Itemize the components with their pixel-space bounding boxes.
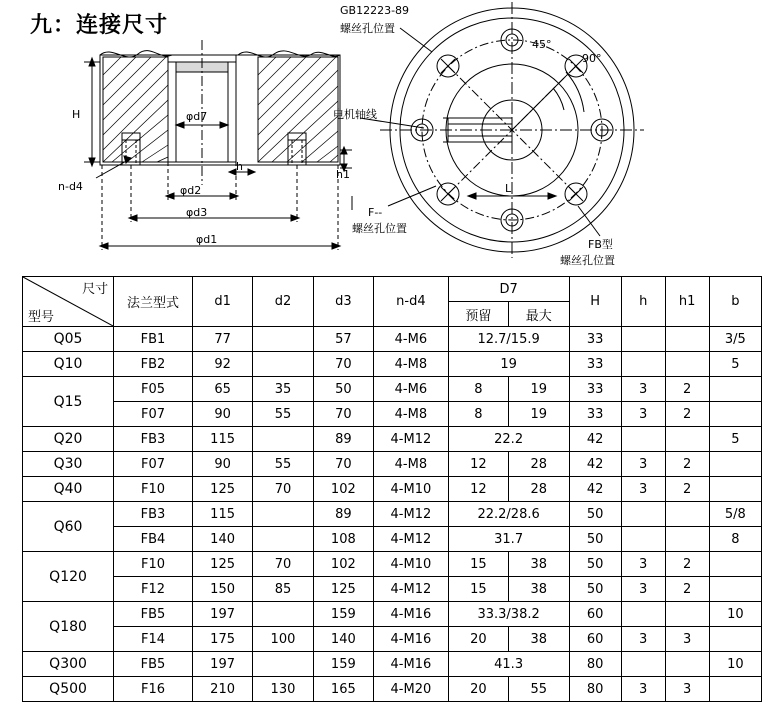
label-phi-d7: φd7 <box>186 110 208 123</box>
header-flange-type: 法兰型式 <box>114 277 193 327</box>
label-dim-L: L <box>505 182 512 195</box>
cell-d2 <box>253 602 313 627</box>
cell-h: 3 <box>621 552 665 577</box>
cell-h1: 2 <box>665 477 709 502</box>
cell-nd4: 4-M10 <box>374 552 449 577</box>
cell-nd4: 4-M12 <box>374 427 449 452</box>
cell-d3: 159 <box>313 652 373 677</box>
cell-d2: 55 <box>253 452 313 477</box>
cell-h <box>621 602 665 627</box>
cell-d2 <box>253 352 313 377</box>
cell-d7-reserve: 12 <box>448 452 508 477</box>
cell-d7-reserve: 20 <box>448 677 508 702</box>
label-motor-axis: 电机轴线 <box>333 108 377 121</box>
label-h1: h1 <box>336 168 350 181</box>
cell-d3: 165 <box>313 677 373 702</box>
cell-b: 5 <box>709 352 761 377</box>
technical-drawing <box>0 0 784 270</box>
label-phi-d3: φd3 <box>186 206 208 219</box>
table-row <box>23 427 762 452</box>
cell-d2: 35 <box>253 377 313 402</box>
cell-nd4: 4-M16 <box>374 602 449 627</box>
cell-model: Q60 <box>23 502 114 552</box>
table-row <box>23 352 762 377</box>
cell-d3: 70 <box>313 402 373 427</box>
cell-flange-type: F16 <box>114 677 193 702</box>
table-row <box>23 452 762 477</box>
cell-d7-max: 38 <box>509 627 569 652</box>
table-row <box>23 602 762 627</box>
cell-d7-reserve: 15 <box>448 552 508 577</box>
cell-model: Q30 <box>23 452 114 477</box>
cell-b <box>709 552 761 577</box>
cell-d3: 159 <box>313 602 373 627</box>
corner-label-size: 尺寸 <box>82 282 109 297</box>
cell-model: Q15 <box>23 377 114 427</box>
cell-b: 5/8 <box>709 502 761 527</box>
table-row <box>23 502 762 527</box>
cell-b <box>709 477 761 502</box>
cell-d7-merged: 31.7 <box>448 527 569 552</box>
table-row <box>23 552 762 577</box>
cell-nd4: 4-M12 <box>374 577 449 602</box>
header-d7-reserve: 预留 <box>448 302 508 327</box>
cell-d3: 57 <box>313 327 373 352</box>
cell-d2 <box>253 327 313 352</box>
cell-h1 <box>665 352 709 377</box>
table-row <box>23 327 762 352</box>
table-body <box>23 327 762 702</box>
cell-d7-reserve: 12 <box>448 477 508 502</box>
cell-H: 50 <box>569 552 621 577</box>
cell-H: 50 <box>569 577 621 602</box>
cell-d2: 55 <box>253 402 313 427</box>
cell-d3: 102 <box>313 477 373 502</box>
cell-nd4: 4-M6 <box>374 327 449 352</box>
cell-h1: 2 <box>665 452 709 477</box>
cell-d2: 70 <box>253 552 313 577</box>
cell-d2: 70 <box>253 477 313 502</box>
cell-nd4: 4-M6 <box>374 377 449 402</box>
cell-h <box>621 427 665 452</box>
cell-model: Q20 <box>23 427 114 452</box>
header-d2: d2 <box>253 277 313 327</box>
header-h: h <box>621 277 665 327</box>
label-gb-code: GB12223-89 <box>340 4 410 17</box>
cell-d3: 89 <box>313 427 373 452</box>
cell-d3: 50 <box>313 377 373 402</box>
hatch-right <box>258 57 338 162</box>
cell-d1: 197 <box>192 602 252 627</box>
label-angle-45: 45° <box>532 38 552 51</box>
table-row <box>23 477 762 502</box>
cell-h1 <box>665 652 709 677</box>
cell-h1: 2 <box>665 402 709 427</box>
cell-d7-merged: 33.3/38.2 <box>448 602 569 627</box>
cell-h1: 3 <box>665 627 709 652</box>
cell-d2: 85 <box>253 577 313 602</box>
cell-b: 10 <box>709 652 761 677</box>
cell-flange-type: F10 <box>114 477 193 502</box>
cell-d1: 90 <box>192 452 252 477</box>
cell-d7-merged: 22.2 <box>448 427 569 452</box>
label-screw-hole-pos-2: 螺丝孔位置 <box>352 222 407 235</box>
cell-h <box>621 327 665 352</box>
cell-flange-type: F10 <box>114 552 193 577</box>
cell-flange-type: F05 <box>114 377 193 402</box>
cell-d7-reserve: 15 <box>448 577 508 602</box>
cell-b: 3/5 <box>709 327 761 352</box>
cell-nd4: 4-M8 <box>374 352 449 377</box>
dim-H <box>84 58 100 166</box>
cell-H: 33 <box>569 352 621 377</box>
header-d7-max: 最大 <box>509 302 569 327</box>
cell-h1 <box>665 427 709 452</box>
label-angle-90: 90° <box>582 52 602 65</box>
table-header-row-1 <box>23 277 762 302</box>
cell-H: 60 <box>569 627 621 652</box>
cell-nd4: 4-M16 <box>374 652 449 677</box>
cell-d3: 140 <box>313 627 373 652</box>
cell-h: 3 <box>621 577 665 602</box>
cell-H: 33 <box>569 402 621 427</box>
cell-nd4: 4-M20 <box>374 677 449 702</box>
cell-d1: 90 <box>192 402 252 427</box>
label-screw-hole-pos-1: 螺丝孔位置 <box>340 22 395 35</box>
dim-phi-d3 <box>129 165 299 222</box>
cell-d7-merged: 12.7/15.9 <box>448 327 569 352</box>
cell-d7-max: 38 <box>509 577 569 602</box>
dimensions-table-wrap <box>22 276 762 702</box>
cell-d7-max: 19 <box>509 377 569 402</box>
cell-h <box>621 527 665 552</box>
cell-h1 <box>665 527 709 552</box>
cell-flange-type: FB3 <box>114 427 193 452</box>
label-phi-d1: φd1 <box>196 233 218 246</box>
cell-b: 5 <box>709 427 761 452</box>
cell-model: Q10 <box>23 352 114 377</box>
cell-nd4: 4-M16 <box>374 627 449 652</box>
table-row <box>23 402 762 427</box>
cell-b <box>709 402 761 427</box>
cell-H: 80 <box>569 652 621 677</box>
cell-d7-max: 38 <box>509 552 569 577</box>
dim-phi-d1 <box>100 165 340 250</box>
cell-d3: 102 <box>313 552 373 577</box>
angle-arcs <box>512 72 584 130</box>
cell-h: 3 <box>621 452 665 477</box>
cell-h1: 2 <box>665 377 709 402</box>
cell-d7-reserve: 20 <box>448 627 508 652</box>
cell-h1 <box>665 502 709 527</box>
cell-d7-max: 28 <box>509 452 569 477</box>
page-title: 九：连接尺寸 <box>30 13 169 38</box>
cell-h <box>621 652 665 677</box>
header-H: H <box>569 277 621 327</box>
header-d7: D7 <box>448 277 569 302</box>
header-h1: h1 <box>665 277 709 327</box>
cell-h: 3 <box>621 627 665 652</box>
cell-h1 <box>665 327 709 352</box>
table-row <box>23 377 762 402</box>
cell-h <box>621 502 665 527</box>
cell-h1: 2 <box>665 552 709 577</box>
table-head <box>23 277 762 327</box>
cell-flange-type: FB3 <box>114 502 193 527</box>
bolt-boss-right <box>288 133 306 165</box>
dimensions-table <box>22 276 762 702</box>
label-phi-d2: φd2 <box>180 184 202 197</box>
cell-H: 80 <box>569 677 621 702</box>
cell-h: 3 <box>621 377 665 402</box>
cell-b <box>709 627 761 652</box>
table-row <box>23 652 762 677</box>
cell-nd4: 4-M12 <box>374 502 449 527</box>
cell-flange-type: F14 <box>114 627 193 652</box>
cell-d7-reserve: 8 <box>448 377 508 402</box>
cell-H: 42 <box>569 452 621 477</box>
cell-d1: 125 <box>192 477 252 502</box>
cell-d7-reserve: 8 <box>448 402 508 427</box>
cell-d3: 70 <box>313 452 373 477</box>
cell-b <box>709 377 761 402</box>
label-fb: FB型 <box>588 238 613 251</box>
cell-flange-type: FB2 <box>114 352 193 377</box>
cell-model: Q120 <box>23 552 114 602</box>
cell-h <box>621 352 665 377</box>
cell-d2 <box>253 652 313 677</box>
cell-d1: 125 <box>192 552 252 577</box>
header-d3: d3 <box>313 277 373 327</box>
cell-nd4: 4-M8 <box>374 452 449 477</box>
header-b: b <box>709 277 761 327</box>
cell-d7-merged: 19 <box>448 352 569 377</box>
cell-flange-type: F07 <box>114 452 193 477</box>
cell-h1: 2 <box>665 577 709 602</box>
cell-flange-type: F12 <box>114 577 193 602</box>
cell-d7-max: 19 <box>509 402 569 427</box>
drawing-svg <box>0 0 784 272</box>
cell-H: 60 <box>569 602 621 627</box>
cell-d2: 100 <box>253 627 313 652</box>
label-H: H <box>72 108 81 121</box>
table-corner-cell <box>23 277 114 327</box>
cell-d1: 150 <box>192 577 252 602</box>
cell-b <box>709 452 761 477</box>
label-f: F-- <box>368 206 383 219</box>
cell-h: 3 <box>621 677 665 702</box>
cell-h: 3 <box>621 402 665 427</box>
cell-d3: 125 <box>313 577 373 602</box>
cell-d1: 197 <box>192 652 252 677</box>
label-n-d4: n-d4 <box>58 180 83 193</box>
cell-H: 50 <box>569 527 621 552</box>
header-d1: d1 <box>192 277 252 327</box>
cell-d2 <box>253 427 313 452</box>
cell-d7-max: 28 <box>509 477 569 502</box>
cell-model: Q40 <box>23 477 114 502</box>
cell-d2 <box>253 527 313 552</box>
cell-model: Q05 <box>23 327 114 352</box>
cell-d1: 175 <box>192 627 252 652</box>
table-row <box>23 577 762 602</box>
cell-d1: 115 <box>192 427 252 452</box>
cell-h1: 3 <box>665 677 709 702</box>
cell-d3: 89 <box>313 502 373 527</box>
cell-nd4: 4-M8 <box>374 402 449 427</box>
cell-d1: 210 <box>192 677 252 702</box>
cell-flange-type: FB1 <box>114 327 193 352</box>
cell-nd4: 4-M12 <box>374 527 449 552</box>
header-nd4: n-d4 <box>374 277 449 327</box>
cell-d7-merged: 22.2/28.6 <box>448 502 569 527</box>
cell-model: Q180 <box>23 602 114 652</box>
cell-d1: 92 <box>192 352 252 377</box>
cell-flange-type: F07 <box>114 402 193 427</box>
cell-d3: 70 <box>313 352 373 377</box>
cell-H: 33 <box>569 377 621 402</box>
cell-flange-type: FB5 <box>114 652 193 677</box>
cell-h1 <box>665 602 709 627</box>
drawing-text-labels <box>58 4 615 267</box>
cell-d3: 108 <box>313 527 373 552</box>
cell-H: 50 <box>569 502 621 527</box>
cell-d1: 77 <box>192 327 252 352</box>
cell-H: 42 <box>569 427 621 452</box>
cell-H: 42 <box>569 477 621 502</box>
table-row <box>23 627 762 652</box>
cell-h: 3 <box>621 477 665 502</box>
cell-H: 33 <box>569 327 621 352</box>
cell-flange-type: FB5 <box>114 602 193 627</box>
cell-flange-type: FB4 <box>114 527 193 552</box>
cell-b <box>709 577 761 602</box>
cell-d7-merged: 41.3 <box>448 652 569 677</box>
cell-model: Q500 <box>23 677 114 702</box>
dim-n-d4 <box>96 156 131 178</box>
label-h: h <box>236 160 243 173</box>
cell-d7-max: 55 <box>509 677 569 702</box>
cell-nd4: 4-M10 <box>374 477 449 502</box>
cell-d1: 140 <box>192 527 252 552</box>
cell-d1: 115 <box>192 502 252 527</box>
cell-b: 10 <box>709 602 761 627</box>
cell-d1: 65 <box>192 377 252 402</box>
label-screw-hole-pos-3: 螺丝孔位置 <box>560 254 615 267</box>
cell-d2: 130 <box>253 677 313 702</box>
cell-b: 8 <box>709 527 761 552</box>
cell-d2 <box>253 502 313 527</box>
table-row <box>23 527 762 552</box>
corner-label-model: 型号 <box>28 310 55 325</box>
cell-model: Q300 <box>23 652 114 677</box>
